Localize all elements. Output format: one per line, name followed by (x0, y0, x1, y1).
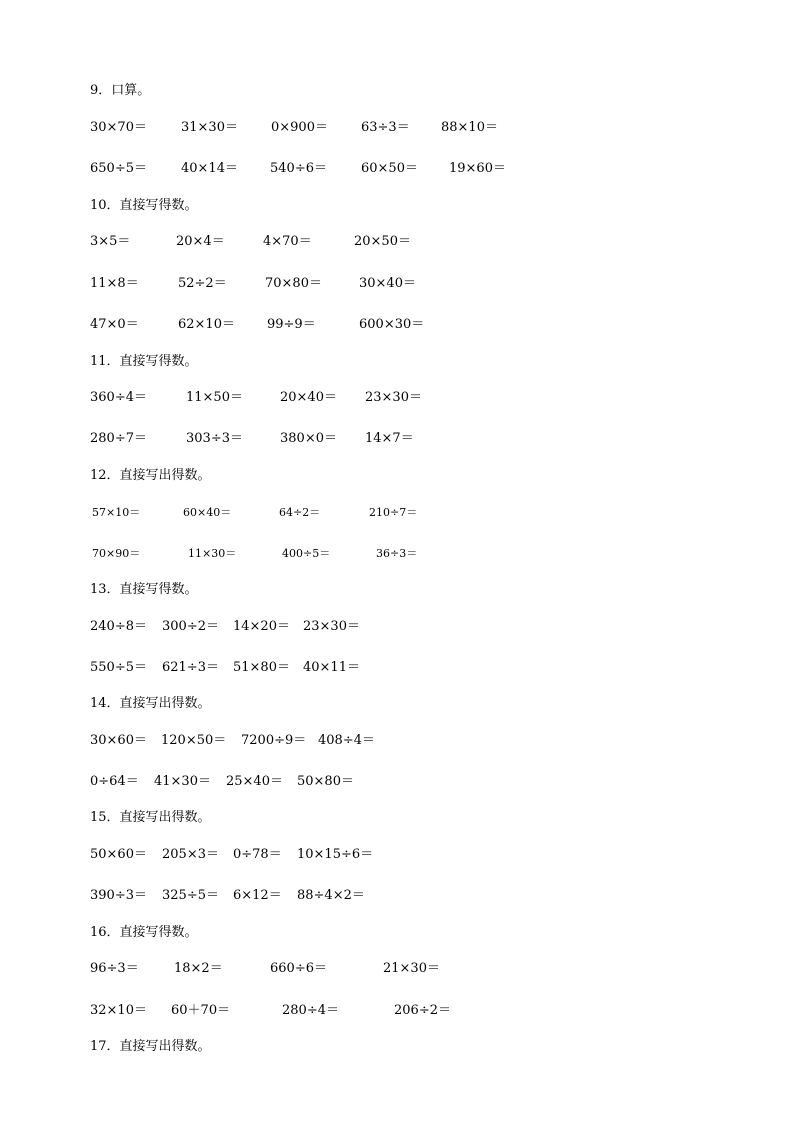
problem-row (0, 118, 794, 138)
problem: 4×70＝ (263, 234, 312, 249)
question-heading: 16．直接写得数。 (90, 925, 198, 940)
question-13 (0, 580, 794, 600)
problem: 70×90＝ (92, 547, 141, 560)
problem: 60＋70＝ (171, 1003, 231, 1018)
problem: 50×60＝ (90, 847, 147, 862)
problem-row (0, 1001, 794, 1021)
problem-row (0, 731, 794, 751)
problem: 360÷4＝ (90, 390, 147, 405)
question-10 (0, 196, 794, 216)
problem: 23×30＝ (303, 619, 360, 634)
problem: 30×70＝ (90, 120, 147, 135)
problem: 40×14＝ (181, 161, 238, 176)
problem: 14×20＝ (233, 619, 290, 634)
problem-row (0, 772, 794, 792)
problem: 31×30＝ (181, 120, 238, 135)
problem-row (0, 544, 794, 564)
question-heading: 10．直接写得数。 (90, 198, 198, 213)
question-heading: 12．直接写出得数。 (90, 468, 211, 483)
problem: 11×50＝ (186, 390, 243, 405)
problem: 36÷3＝ (376, 547, 418, 560)
problem-row (0, 159, 794, 179)
problem: 99÷9＝ (267, 317, 316, 332)
problem: 0÷78＝ (233, 847, 282, 862)
question-15 (0, 808, 794, 828)
problem: 30×40＝ (359, 276, 416, 291)
problem: 60×40＝ (183, 506, 232, 519)
problem-row (0, 886, 794, 906)
question-heading: 13．直接写得数。 (90, 582, 198, 597)
problem: 40×11＝ (303, 660, 360, 675)
question-heading: 9．口算。 (90, 83, 151, 98)
problem: 23×30＝ (365, 390, 422, 405)
problem-row (0, 617, 794, 637)
problem: 32×10＝ (90, 1003, 147, 1018)
question-9 (0, 81, 794, 101)
problem: 62×10＝ (178, 317, 235, 332)
problem-row (0, 503, 794, 523)
question-11 (0, 352, 794, 372)
problem: 390÷3＝ (90, 888, 147, 903)
problem-row (0, 388, 794, 408)
problem: 20×50＝ (354, 234, 411, 249)
problem: 303÷3＝ (186, 431, 243, 446)
problem: 408÷4＝ (318, 733, 375, 748)
question-heading: 14．直接写出得数。 (90, 696, 211, 711)
problem: 64÷2＝ (279, 506, 321, 519)
problem: 3×5＝ (90, 234, 131, 249)
problem: 19×60＝ (449, 161, 506, 176)
question-12 (0, 466, 794, 486)
problem: 550÷5＝ (90, 660, 147, 675)
problem: 325÷5＝ (162, 888, 219, 903)
problem: 210÷7＝ (369, 506, 418, 519)
problem: 57×10＝ (92, 506, 141, 519)
problem-row (0, 315, 794, 335)
problem: 88÷4×2＝ (297, 888, 365, 903)
problem: 300÷2＝ (162, 619, 219, 634)
problem-row (0, 959, 794, 979)
problem: 280÷7＝ (90, 431, 147, 446)
problem: 70×80＝ (265, 276, 322, 291)
problem: 51×80＝ (233, 660, 290, 675)
problem: 280÷4＝ (282, 1003, 339, 1018)
problem: 660÷6＝ (270, 961, 327, 976)
problem: 205×3＝ (162, 847, 219, 862)
question-17 (0, 1037, 794, 1057)
problem: 621÷3＝ (162, 660, 219, 675)
question-16 (0, 923, 794, 943)
question-heading: 15．直接写出得数。 (90, 810, 211, 825)
question-heading: 11．直接写得数。 (90, 354, 198, 369)
problem: 21×30＝ (383, 961, 440, 976)
problem: 50×80＝ (297, 774, 354, 789)
problem: 20×40＝ (280, 390, 337, 405)
problem: 380×0＝ (280, 431, 337, 446)
problem: 11×30＝ (188, 547, 237, 560)
question-14 (0, 694, 794, 714)
problem: 540÷6＝ (270, 161, 327, 176)
problem: 96÷3＝ (90, 961, 139, 976)
problem-row (0, 232, 794, 252)
problem: 120×50＝ (161, 733, 227, 748)
problem: 600×30＝ (359, 317, 425, 332)
problem: 25×40＝ (226, 774, 283, 789)
problem-row (0, 429, 794, 449)
problem: 63÷3＝ (361, 120, 410, 135)
problem-row (0, 845, 794, 865)
problem: 0×900＝ (271, 120, 328, 135)
problem: 206÷2＝ (394, 1003, 451, 1018)
question-heading: 17．直接写出得数。 (90, 1039, 211, 1054)
problem: 88×10＝ (441, 120, 498, 135)
problem: 47×0＝ (90, 317, 139, 332)
problem-row (0, 274, 794, 294)
problem: 10×15÷6＝ (297, 847, 374, 862)
problem: 30×60＝ (90, 733, 147, 748)
problem: 650÷5＝ (90, 161, 147, 176)
problem: 20×4＝ (176, 234, 225, 249)
problem: 11×8＝ (90, 276, 139, 291)
problem-row (0, 658, 794, 678)
problem: 41×30＝ (154, 774, 211, 789)
problem: 240÷8＝ (90, 619, 147, 634)
problem: 52÷2＝ (178, 276, 227, 291)
problem: 0÷64＝ (90, 774, 139, 789)
problem: 14×7＝ (365, 431, 414, 446)
problem: 60×50＝ (361, 161, 418, 176)
problem: 400÷5＝ (282, 547, 331, 560)
problem: 6×12＝ (233, 888, 282, 903)
problem: 7200÷9＝ (241, 733, 307, 748)
problem: 18×2＝ (174, 961, 223, 976)
